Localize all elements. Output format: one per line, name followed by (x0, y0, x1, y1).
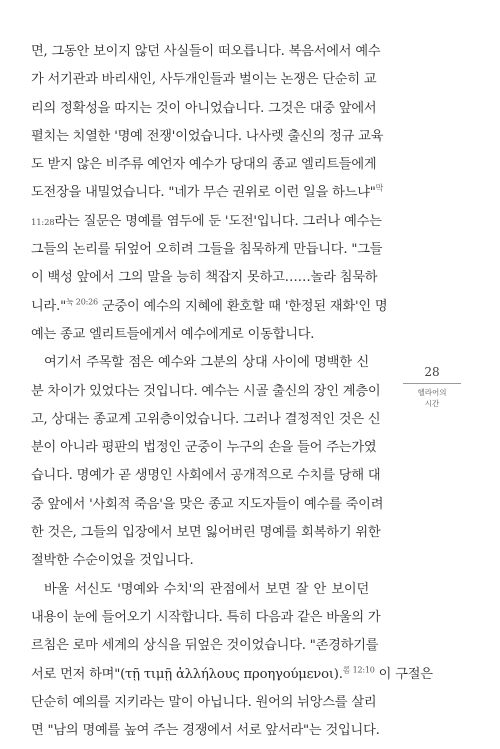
text-line: 분이 아니라 평판의 법정인 군중이 누구의 손을 들어 주는가였 (31, 440, 377, 456)
text-line: 면 "남의 명예를 높여 주는 경쟁에서 서로 앞서라"는 것입니다. (31, 723, 380, 739)
text-line: 도 받지 않은 비주류 예언자 예수가 당대의 종교 엘리트들에게 (31, 157, 377, 173)
text-line: 절박한 수순이었을 것입니다. (31, 553, 194, 569)
text-line-content: 니라." (31, 298, 66, 314)
scripture-reference: 롬 12:10 (342, 665, 375, 675)
text-line: 단순히 예의를 지키라는 말이 아닙니다. 원어의 뉘앙스를 살리 (31, 694, 377, 710)
text-line: 중 앞에서 '사회적 죽음'을 맞은 종교 지도자들이 예수를 죽이려 (31, 496, 384, 512)
scripture-reference: 막 (375, 184, 384, 194)
paragraph-start-line: 여기서 주목할 점은 예수와 그분의 상대 사이에 명백한 신 (44, 355, 369, 371)
text-line-content: 서로 먼저 하며"(τῇ τιμῇ ἀλλήλους προηγούμενοι). (31, 666, 343, 682)
text-line: 가 서기관과 바리새인, 사두개인들과 벌이는 논쟁은 단순히 교 (31, 72, 377, 88)
text-line: 한 것은, 그들의 입장에서 보면 잃어버린 명예를 회복하기 위한 (31, 525, 381, 541)
margin-divider (403, 383, 461, 384)
text-line (31, 208, 382, 236)
text-line (31, 179, 384, 207)
text-line: 고, 상대는 종교계 고위층이었습니다. 그러나 결정적인 것은 신 (31, 411, 381, 427)
text-line (31, 661, 433, 689)
text-line (31, 293, 388, 321)
text-line: 분 차이가 있었다는 것입니다. 예수는 시골 출신의 장인 계층이 (31, 383, 381, 399)
running-title-line: 헬라어의 (417, 388, 447, 397)
scripture-reference: 11:28 (31, 217, 55, 228)
text-line: 면, 그동안 보이지 않던 사실들이 떠오릅니다. 복음서에서 예수 (31, 44, 381, 59)
text-line-content: 라는 질문은 명예를 염두에 둔 '도전'입니다. 그러나 예수는 (54, 213, 382, 229)
paragraph-start-line: 바울 서신도 '명예와 수치'의 관점에서 보면 잘 안 보이던 (44, 581, 369, 597)
text-line-content: 이 구절은 (374, 666, 433, 682)
text-line: 예는 종교 엘리트들에게서 예수에게로 이동합니다. (31, 326, 315, 342)
text-line-content: 도전장을 내밀었습니다. "네가 무슨 권위로 이런 일을 하느냐" (31, 185, 376, 201)
text-line: 펼치는 치열한 '명예 전쟁'이었습니다. 나사렛 출신의 정규 교육 (31, 128, 384, 144)
text-line: 리의 정확성을 따지는 것이 아니었습니다. 그것은 대중 앞에서 (31, 100, 377, 116)
text-line: 내용이 눈에 들어오기 시작합니다. 특히 다음과 같은 바울의 가 (31, 609, 381, 625)
scripture-reference: 눅 20:26 (65, 297, 98, 307)
running-title-line: 시간 (424, 399, 440, 408)
page-margin-note (392, 364, 472, 409)
page-number: 28 (424, 365, 440, 379)
text-line: 습니다. 명예가 곧 생명인 사회에서 공개적으로 수치를 당해 대 (31, 468, 381, 484)
text-line-content: 군중이 예수의 지혜에 환호할 때 '한정된 재화'인 명 (97, 298, 388, 314)
text-line: 그들의 논리를 뒤엎어 오히려 그들을 침묵하게 만듭니다. "그들 (31, 242, 383, 258)
text-line: 르침은 로마 세계의 상식을 뒤엎은 것이었습니다. "존경하기를 (31, 638, 379, 654)
text-line: 이 백성 앞에서 그의 말을 능히 책잡지 못하고……놀라 침묵하 (31, 270, 378, 286)
